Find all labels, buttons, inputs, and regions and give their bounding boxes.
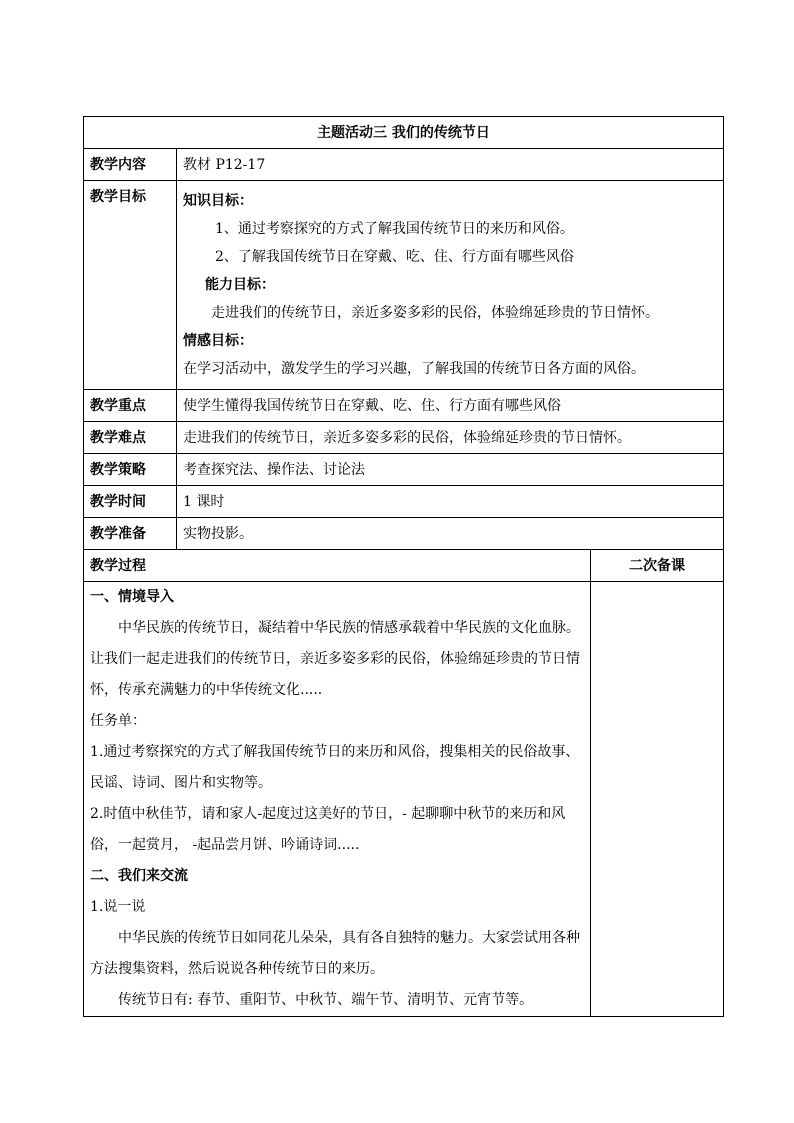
emotion-text: 在学习活动中，激发学生的学习兴趣，了解我国的传统节日各方面的风俗。 — [183, 361, 645, 377]
section2-title: 二、我们来交流 — [90, 868, 188, 884]
process-header: 教学过程 — [84, 550, 591, 582]
task-item-2: 2.时值中秋佳节，请和家人-起度过这美好的节日，- 起聊聊中秋节的来历和风俗，一起赏月， -起品尝月饼、吟诵诗词..... — [90, 806, 566, 853]
difficulties-label: 教学难点 — [84, 422, 177, 454]
knowledge-item-1: 1、通过考察探究的方式了解我国传统节日的来历和风俗。 — [215, 221, 574, 237]
time-label: 教学时间 — [84, 486, 177, 518]
strategy-label: 教学策略 — [84, 454, 177, 486]
process-body — [84, 582, 591, 1017]
preparation-value: 实物投影。 — [177, 518, 724, 550]
key-points-label: 教学重点 — [84, 390, 177, 422]
lesson-plan-page — [83, 116, 723, 1017]
knowledge-item-2: 2、了解我国传统节日在穿戴、吃、住、行方面有哪些风俗 — [215, 249, 574, 265]
key-points-value: 使学生懂得我国传统节日在穿戴、吃、住、行方面有哪些风俗 — [177, 390, 724, 422]
emotion-heading: 情感目标： — [183, 333, 253, 349]
content-label: 教学内容 — [84, 149, 177, 181]
task-item-1: 1.通过考察探究的方式了解我国传统节日的来历和风俗，搜集相关的民俗故事、民谣、诗词、图片和实物等。 — [90, 744, 580, 791]
section1-paragraph: 中华民族的传统节日，凝结着中华民族的情感承载着中华民族的文化血脉。让我们一起走进我们的传统节日，亲近多姿多彩的民俗，体验绵延珍贵的节日情怀，传承充满魅力的中华传统文化..... — [90, 620, 580, 698]
strategy-value: 考查探究法、操作法、讨论法 — [177, 454, 724, 486]
ability-text: 走进我们的传统节日，亲近多姿多彩的民俗，体验绵延珍贵的节日情怀。 — [211, 305, 659, 321]
notes-header: 二次备课 — [591, 550, 724, 582]
subsection-paragraph-2: 传统节日有: 春节、重阳节、中秋节、端午节、清明节、元宵节等。 — [118, 992, 534, 1008]
content-value: 教材 P12-17 — [177, 149, 724, 181]
goals-label: 教学目标 — [84, 181, 177, 390]
subsection-title: 1.说一说 — [90, 899, 146, 915]
lesson-title: 主题活动三 我们的传统节日 — [84, 117, 724, 149]
time-value: 1 课时 — [177, 486, 724, 518]
ability-heading: 能力目标： — [205, 277, 275, 293]
lesson-plan-table — [83, 116, 724, 1017]
task-label: 任务单： — [90, 713, 146, 729]
notes-cell — [591, 582, 724, 1017]
preparation-label: 教学准备 — [84, 518, 177, 550]
difficulties-value: 走进我们的传统节日，亲近多姿多彩的民俗，体验绵延珍贵的节日情怀。 — [177, 422, 724, 454]
knowledge-heading: 知识目标： — [183, 193, 253, 209]
section1-title: 一、情境导入 — [90, 589, 174, 605]
subsection-paragraph-1: 中华民族的传统节日如同花儿朵朵，具有各自独特的魅力。大家尝试用各种方法搜集资料，然后说说各种传统节日的来历。 — [90, 930, 580, 977]
goals-cell — [177, 181, 724, 390]
